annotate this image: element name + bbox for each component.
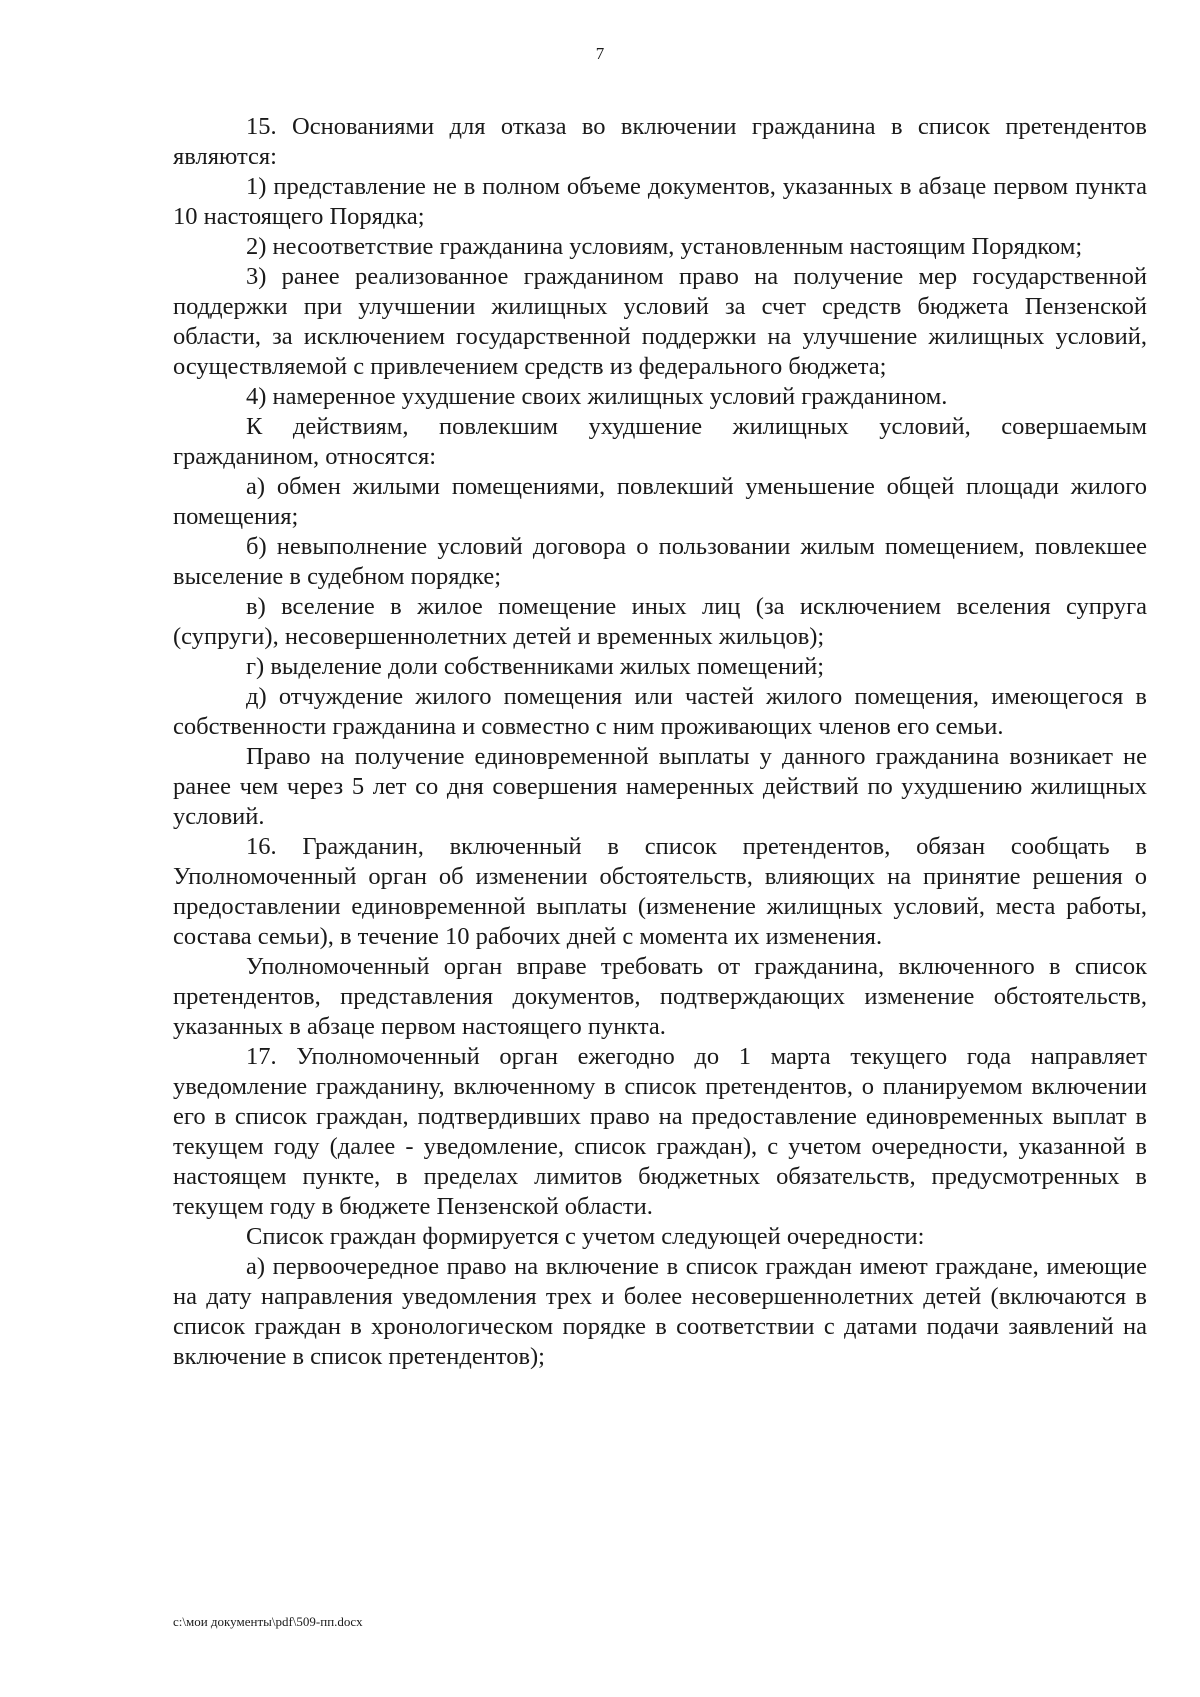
paragraph: 16. Гражданин, включенный в список претендентов, обязан сообщать в Уполномоченный орган об изменении обстоятельств, влияющих на принятие решения о предоставлении единовременной выплаты (изменение жилищных условий, места работы, состава семьи), в течение 10 рабочих дней с момента их изменения. (173, 833, 1147, 950)
paragraph: 3) ранее реализованное гражданином право на получение мер государственной поддержки при улучшении жилищных условий за счет средств бюджета Пензенской области, за исключением государственной поддержки на улучшение жилищных условий, осуществляемой с привлечением средств из федерального бюджета; (173, 263, 1147, 380)
paragraph: Уполномоченный орган вправе требовать от гражданина, включенного в список претендентов, представления документов, подтверждающих изменение обстоятельств, указанных в абзаце первом настоящего пункта. (173, 953, 1147, 1040)
paragraph: 15. Основаниями для отказа во включении гражданина в список претендентов являются: (173, 113, 1147, 170)
paragraph: 17. Уполномоченный орган ежегодно до 1 марта текущего года направляет уведомление гражданину, включенному в список претендентов, о планируемом включении его в список граждан, подтвердивших право на предоставление единовременных выплат в текущем году (далее - уведомление, список граждан), с учетом очередности, указанной в настоящем пункте, в пределах лимитов бюджетных обязательств, предусмотренных в текущем году в бюджете Пензенской области. (173, 1043, 1147, 1220)
paragraph: Право на получение единовременной выплаты у данного гражданина возникает не ранее чем через 5 лет со дня совершения намеренных действий по ухудшению жилищных условий. (173, 743, 1147, 830)
footer-file-path: c:\мои документы\pdf\509-пп.docx (173, 1614, 363, 1629)
paragraph: д) отчуждение жилого помещения или частей жилого помещения, имеющегося в собственности гражданина и совместно с ним проживающих членов его семьи. (173, 683, 1147, 740)
paragraph: 1) представление не в полном объеме документов, указанных в абзаце первом пункта 10 настоящего Порядка; (173, 173, 1147, 230)
paragraph: 4) намеренное ухудшение своих жилищных условий гражданином. (246, 383, 948, 410)
paragraph: Список граждан формируется с учетом следующей очередности: (246, 1223, 925, 1250)
paragraph: а) первоочередное право на включение в список граждан имеют граждане, имеющие на дату направления уведомления трех и более несовершеннолетних детей (включаются в список граждан в хронологическом порядке в соответствии с датами подачи заявлений на включение в список претендентов); (173, 1253, 1147, 1370)
paragraph: 2) несоответствие гражданина условиям, установленным настоящим Порядком; (246, 233, 1083, 260)
paragraph: а) обмен жилыми помещениями, повлекший уменьшение общей площади жилого помещения; (173, 473, 1147, 530)
paragraph: К действиям, повлекшим ухудшение жилищных условий, совершаемым гражданином, относятся: (173, 413, 1147, 470)
document-body (173, 112, 1147, 1372)
paragraph: б) невыполнение условий договора о пользовании жилым помещением, повлекшее выселение в судебном порядке; (173, 533, 1147, 590)
paragraph: г) выделение доли собственниками жилых помещений; (246, 653, 825, 680)
paragraph: в) вселение в жилое помещение иных лиц (за исключением вселения супруга (супруги), несовершеннолетних детей и временных жильцов); (173, 593, 1147, 650)
page-number: 7 (595, 44, 605, 63)
